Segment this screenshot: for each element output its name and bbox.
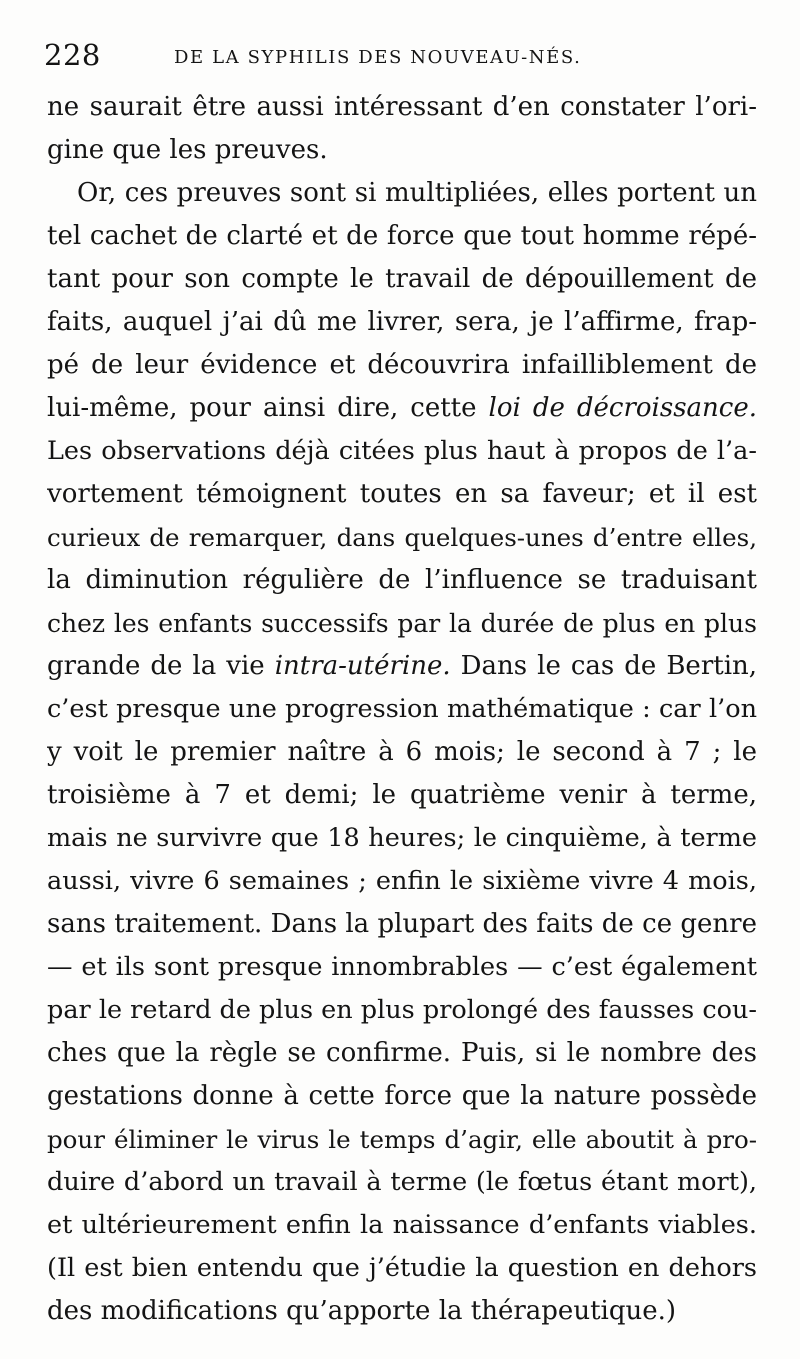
text-line-20: sans traitement. Dans la plupart des faits de ce genre	[47, 909, 757, 939]
text-line-25: pour éliminer le virus le temps d’agir, elle aboutit à pro-	[47, 1125, 757, 1154]
text-line-28: (Il est bien entendu que j’étudie la question en dehors	[47, 1253, 757, 1283]
text-line-8-roman: lui-même, pour ainsi dire, cette	[47, 393, 477, 423]
text-line-14	[47, 645, 757, 688]
running-title: DE LA SYPHILIS DES NOUVEAU-NÉS.	[174, 47, 582, 68]
text-line-2: gine que les preuves.	[47, 135, 328, 165]
text-line-5: tant pour son compte le travail de dépouillement de	[47, 264, 757, 294]
body-text	[47, 86, 757, 1333]
text-line-24: gestations donne à cette force que la nature possède	[47, 1081, 757, 1111]
text-line-23: ches que la règle se confirme. Puis, si le nombre des	[47, 1038, 757, 1068]
text-line-22: par le retard de plus en plus prolongé des fausses cou-	[47, 995, 757, 1025]
text-line-10: vortement témoignent toutes en sa faveur; et il est	[47, 479, 757, 509]
text-line-9: Les observations déjà citées plus haut à propos de l’a-	[47, 436, 757, 466]
text-line-17: troisième à 7 et demi; le quatrième venir à terme,	[47, 780, 757, 810]
text-line-18: mais ne survivre que 18 heures; le cinquième, à terme	[47, 823, 757, 853]
text-line-12: la diminution régulière de l’influence se traduisant	[47, 565, 757, 595]
running-head	[44, 38, 764, 78]
text-line-8	[47, 387, 757, 430]
text-line-13: chez les enfants successifs par la durée de plus en plus	[47, 609, 757, 638]
text-line-11: curieux de remarquer, dans quelques-unes d’entre elles,	[47, 523, 757, 552]
text-line-14-italic: intra-utérine.	[274, 651, 451, 681]
text-line-29: des modifications qu’apporte la thérapeutique.)	[47, 1296, 677, 1326]
text-line-19: aussi, vivre 6 semaines ; enfin le sixième vivre 4 mois,	[47, 866, 757, 896]
text-line-15: c’est presque une progression mathématique : car l’on	[47, 694, 757, 724]
text-line-1: ne saurait être aussi intéressant d’en constater l’ori-	[47, 92, 757, 122]
text-line-16: y voit le premier naître à 6 mois; le second à 7 ; le	[47, 737, 757, 767]
text-line-4: tel cachet de clarté et de force que tout homme répé-	[47, 221, 757, 251]
text-line-7: pé de leur évidence et découvrira infailliblement de	[47, 350, 757, 380]
text-line-26: duire d’abord un travail à terme (le fœtus étant mort),	[47, 1167, 757, 1197]
text-line-21: — et ils sont presque innombrables — c’est également	[47, 952, 757, 982]
page-number: 228	[44, 38, 101, 72]
text-line-6: faits, auquel j’ai dû me livrer, sera, je l’affirme, frap-	[47, 307, 757, 337]
text-line-3: Or, ces preuves sont si multipliées, elles portent un	[77, 178, 757, 208]
text-line-14-roman: grande de la vie	[47, 651, 265, 681]
text-line-8-italic: loi de décroissance.	[488, 393, 757, 423]
text-line-27: et ultérieurement enfin la naissance d’enfants viables.	[47, 1210, 757, 1240]
text-line-14-roman-end: Dans le cas de Bertin,	[460, 651, 757, 681]
